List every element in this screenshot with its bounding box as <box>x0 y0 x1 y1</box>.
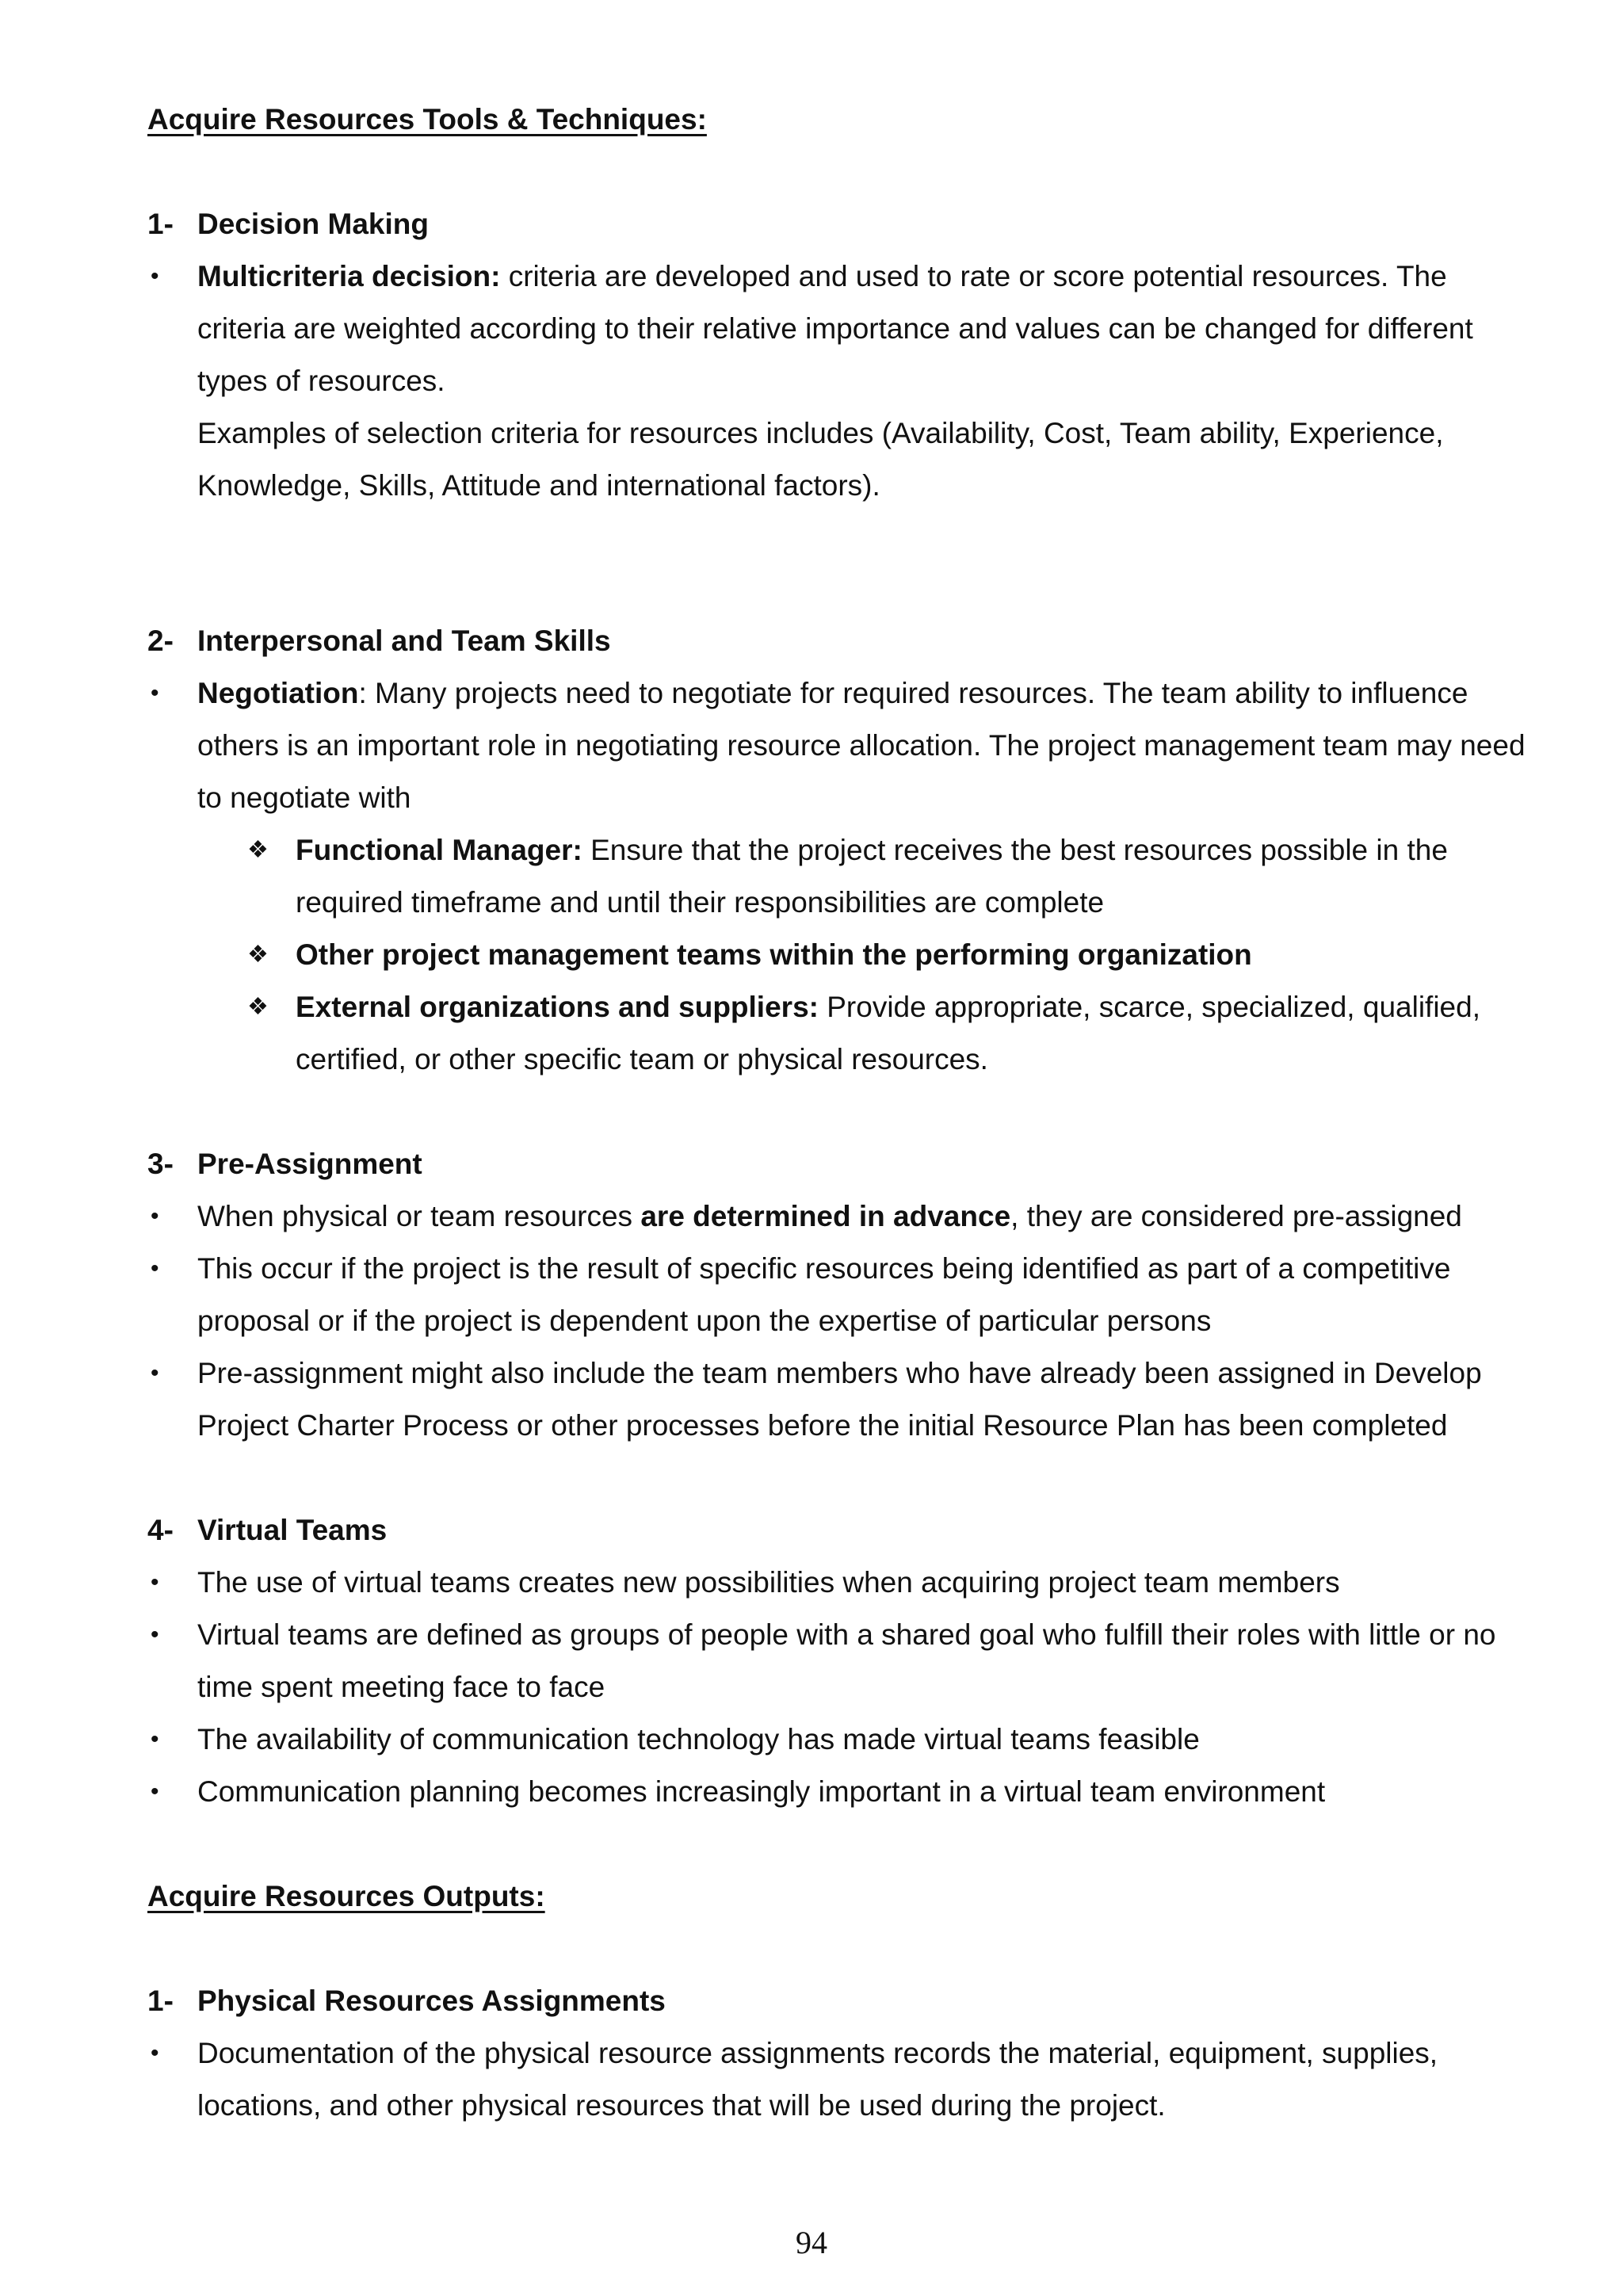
diamond-bullet-icon: ❖ <box>247 994 269 1020</box>
heading-title: Physical Resources Assignments <box>197 1985 666 2017</box>
sub-bullet-bold-term: Functional Manager: <box>296 834 582 866</box>
bullet-extra-text: Examples of selection criteria for resources includes (Availability, Cost, Team ability, Experience, Knowledge, Skills, Attitude and international factors). <box>197 417 1444 502</box>
bullet-marker: • <box>151 1726 159 1752</box>
sub-bullet-item <box>147 929 1542 981</box>
heading-title: Interpersonal and Team Skills <box>197 625 611 657</box>
bullet-text: The use of virtual teams creates new possibilities when acquiring project team members <box>197 1566 1340 1599</box>
bullet-bold-term: Multicriteria decision: <box>197 260 501 292</box>
diamond-bullet-icon: ❖ <box>247 942 269 968</box>
bullet-text <box>197 667 1542 824</box>
heading-number: 1- <box>147 1985 174 2017</box>
bullet-item <box>147 1243 1542 1347</box>
bullet-text: This occur if the project is the result of specific resources being identified as part of a competitive proposal or if the project is dependent upon the expertise of particular persons <box>197 1252 1451 1337</box>
heading-title: Virtual Teams <box>197 1514 388 1546</box>
bullet-item <box>147 1609 1542 1713</box>
heading-number: 3- <box>147 1148 174 1180</box>
page-content <box>147 94 1542 2132</box>
bullet-marker: • <box>151 1569 159 1595</box>
bullet-item <box>147 250 1542 512</box>
diamond-bullet-icon: ❖ <box>247 837 269 863</box>
sub-bullet-bold-term: Other project management teams within the performing organization <box>296 938 1252 971</box>
bullet-bold-term: Negotiation <box>197 677 359 709</box>
sub-bullet-item <box>147 981 1542 1086</box>
bullet-marker: • <box>151 680 159 706</box>
sub-bullet-body: Ensure that the project receives the best resources possible in the required timeframe and until their responsibilities are complete <box>296 834 1448 919</box>
bullet-body-post: , they are considered pre-assigned <box>1010 1200 1462 1232</box>
heading-number: 4- <box>147 1514 174 1546</box>
bullet-item <box>147 1766 1542 1818</box>
heading-number: 1- <box>147 208 174 240</box>
bullet-body: : Many projects need to negotiate for required resources. The team ability to influence others is an important role in negotiating resource allocation. The project management team may need to negotiate with <box>197 677 1526 814</box>
tools-section-title: Acquire Resources Tools & Techniques: <box>147 103 707 136</box>
bullet-body-pre: When physical or team resources <box>197 1200 641 1232</box>
bullet-marker: • <box>151 1360 159 1386</box>
heading-title: Decision Making <box>197 208 429 240</box>
bullet-text: Communication planning becomes increasingly important in a virtual team environment <box>197 1775 1326 1808</box>
bullet-item <box>147 1557 1542 1609</box>
bullet-item <box>147 667 1542 824</box>
heading-number: 2- <box>147 625 174 657</box>
bullet-marker: • <box>151 263 159 289</box>
sub-bullet-list <box>147 824 1542 1086</box>
bullet-item <box>147 1190 1542 1243</box>
heading-physical-resources-assignments <box>147 1975 1542 2027</box>
heading-virtual-teams <box>147 1504 1542 1557</box>
bullet-marker: • <box>151 1622 159 1648</box>
bullet-body: criteria are developed and used to rate or score potential resources. The criteria are weighted according to their relative importance and values can be changed for different types of resources. <box>197 260 1473 397</box>
bullet-item <box>147 1713 1542 1766</box>
bullet-marker: • <box>151 1203 159 1229</box>
bullet-text: Virtual teams are defined as groups of people with a shared goal who fulfill their roles with little or no time spent meeting face to face <box>197 1618 1496 1703</box>
bullet-marker: • <box>151 1255 159 1282</box>
sub-bullet-body: Provide appropriate, scarce, specialized, qualified, certified, or other specific team or physical resources. <box>296 991 1480 1075</box>
bullet-text: The availability of communication technology has made virtual teams feasible <box>197 1723 1200 1755</box>
bullet-text <box>197 1190 1542 1243</box>
sub-bullet-bold-term: External organizations and suppliers: <box>296 991 819 1023</box>
heading-title: Pre-Assignment <box>197 1148 422 1180</box>
bullet-marker: • <box>151 2040 159 2066</box>
bullet-text: Pre-assignment might also include the team members who have already been assigned in Develop Project Charter Process or other processes before the initial Resource Plan has been completed <box>197 1357 1482 1442</box>
heading-pre-assignment <box>147 1138 1542 1190</box>
bullet-text: Documentation of the physical resource assignments records the material, equipment, supplies, locations, and other physical resources that will be used during the project. <box>197 2037 1438 2122</box>
bullet-text <box>197 250 1542 407</box>
sub-bullet-item <box>147 824 1542 929</box>
outputs-section-title: Acquire Resources Outputs: <box>147 1880 545 1912</box>
heading-interpersonal-team-skills <box>147 615 1542 667</box>
page-number: 94 <box>796 2225 827 2260</box>
bullet-item <box>147 1347 1542 1452</box>
bullet-item <box>147 2027 1542 2132</box>
heading-decision-making <box>147 198 1542 250</box>
bullet-marker: • <box>151 1778 159 1805</box>
bullet-bold-phrase: are determined in advance <box>640 1200 1011 1232</box>
